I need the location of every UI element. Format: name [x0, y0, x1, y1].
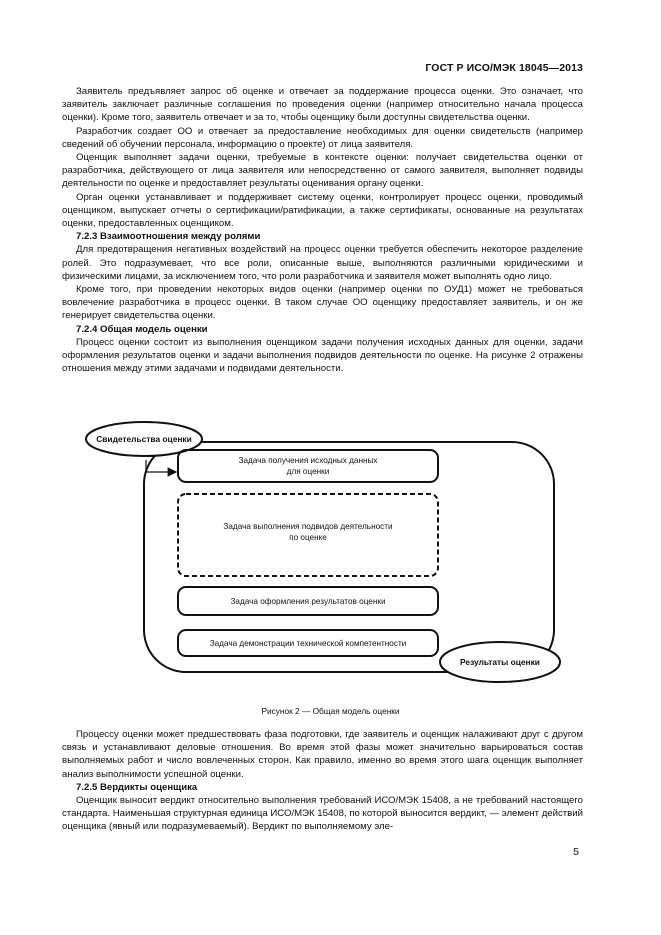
paragraph: Орган оценки устанавливает и поддерживает систему оценки, контролирует процесс оценки, проводимый оценщиком, выпускает отчеты о сертификации/ратификации, а также сертификаты, основанные на результатах оценки, предоставленных оценщиком. — [62, 191, 583, 230]
paragraph: Процессу оценки может предшествовать фаза подготовки, где заявитель и оценщик налаживают друг с другом связь и устанавливают деловые отношения. Во время этой фазы может значительно варьироваться состав выполняемых работ и число вовлеченных сторон. Как правило, именно во время этого шага оценщик выполняет анализ выполнимости успешной оценки. — [62, 729, 583, 780]
section-heading-7-2-3: 7.2.3 Взаимоотношения между ролями — [76, 231, 261, 243]
evaluation-results-ellipse — [440, 642, 560, 682]
task-label: Задача оформления результатов оценки — [230, 597, 386, 606]
paragraph: Для предотвращения негативных воздействий на процесс оценки требуется обеспечить некоторое разделение ролей. Это подразумевает, что все роли, описанные выше, выполняются различными юридическими и физическими лицами, за исключением того, что роли разработчика и заявителя может выполнять одно лицо. — [62, 244, 583, 282]
task-label: по оценке — [289, 533, 327, 542]
task-output-box — [178, 587, 438, 615]
task-subactivities-box — [178, 494, 438, 576]
paragraph: Оценщик выполняет задачи оценки, требуемые в контексте оценки: получает свидетельства оценки от разработчика, действующего от лица заявителя или непосредственно от самого заявителя, выполняет подвиды деятельности по оценке и предоставляет результаты оценивания органу оценки. — [62, 152, 583, 190]
ellipse-label: Результаты оценки — [460, 657, 540, 667]
document-header: ГОСТ Р ИСО/МЭК 18045—2013 — [425, 62, 583, 74]
task-label: Задача выполнения подвидов деятельности — [223, 522, 393, 531]
section-heading-7-2-5: 7.2.5 Вердикты оценщика — [76, 781, 198, 793]
outer-frame — [144, 442, 554, 672]
task-input-box — [178, 450, 438, 482]
task-label: Задача демонстрации технической компетентности — [209, 639, 407, 648]
task-competence-box — [178, 630, 438, 656]
task-label: Задача получения исходных данных — [238, 456, 378, 465]
page-number: 5 — [573, 846, 579, 858]
paragraph: Оценщик выносит вердикт относительно выполнения требований ИСО/МЭК 15408, а не требований настоящего стандарта. Наименьшая структурная единица ИСО/МЭК 15408, по которой выносится вердикт, — элемент действий оценщика (явный или подразумеваемый). Вердикт по выполняемому эле- — [62, 795, 583, 833]
ellipse-label: Свидетельства оценки — [96, 434, 192, 444]
section-heading-7-2-4: 7.2.4 Общая модель оценки — [76, 323, 208, 335]
paragraph: Заявитель предъявляет запрос об оценке и отвечает за поддержание процесса оценки. Это означает, что заявитель заключает различные соглашения по проведения оценки (например относительно начала процесса оценки). Кроме того, заявитель отвечает и за то, чтобы оценщику были доступны свидетельства оценки. — [62, 86, 583, 124]
section-roles-text — [62, 85, 583, 375]
paragraph: Процесс оценки состоит из выполнения оценщиком задачи получения исходных данных для оценки, задачи оформления результатов оценки и задачи выполнения подвидов деятельности по оценке. На рисунке 2 отражены отношения между этими задачами и подвидами деятельности. — [62, 336, 583, 375]
paragraph: Разработчик создает ОО и отвечает за предоставление необходимых для оценки свидетельств (например сведений об обучении персонала, информацию о проекте) от лица заявителя. — [62, 125, 583, 150]
paragraph: Кроме того, при проведении некоторых видов оценки (например оценки по ОУД1) может не требоваться вовлечение разработчика в процесс оценки. В таком случае ОО оценщику предоставляет заявитель, и он же генерирует свидетельства оценки. — [62, 284, 583, 322]
figure-caption: Рисунок 2 — Общая модель оценки — [261, 706, 400, 716]
evaluation-model-diagram — [80, 412, 600, 702]
task-label: для оценки — [286, 467, 330, 476]
section-preparation-text — [62, 728, 583, 834]
